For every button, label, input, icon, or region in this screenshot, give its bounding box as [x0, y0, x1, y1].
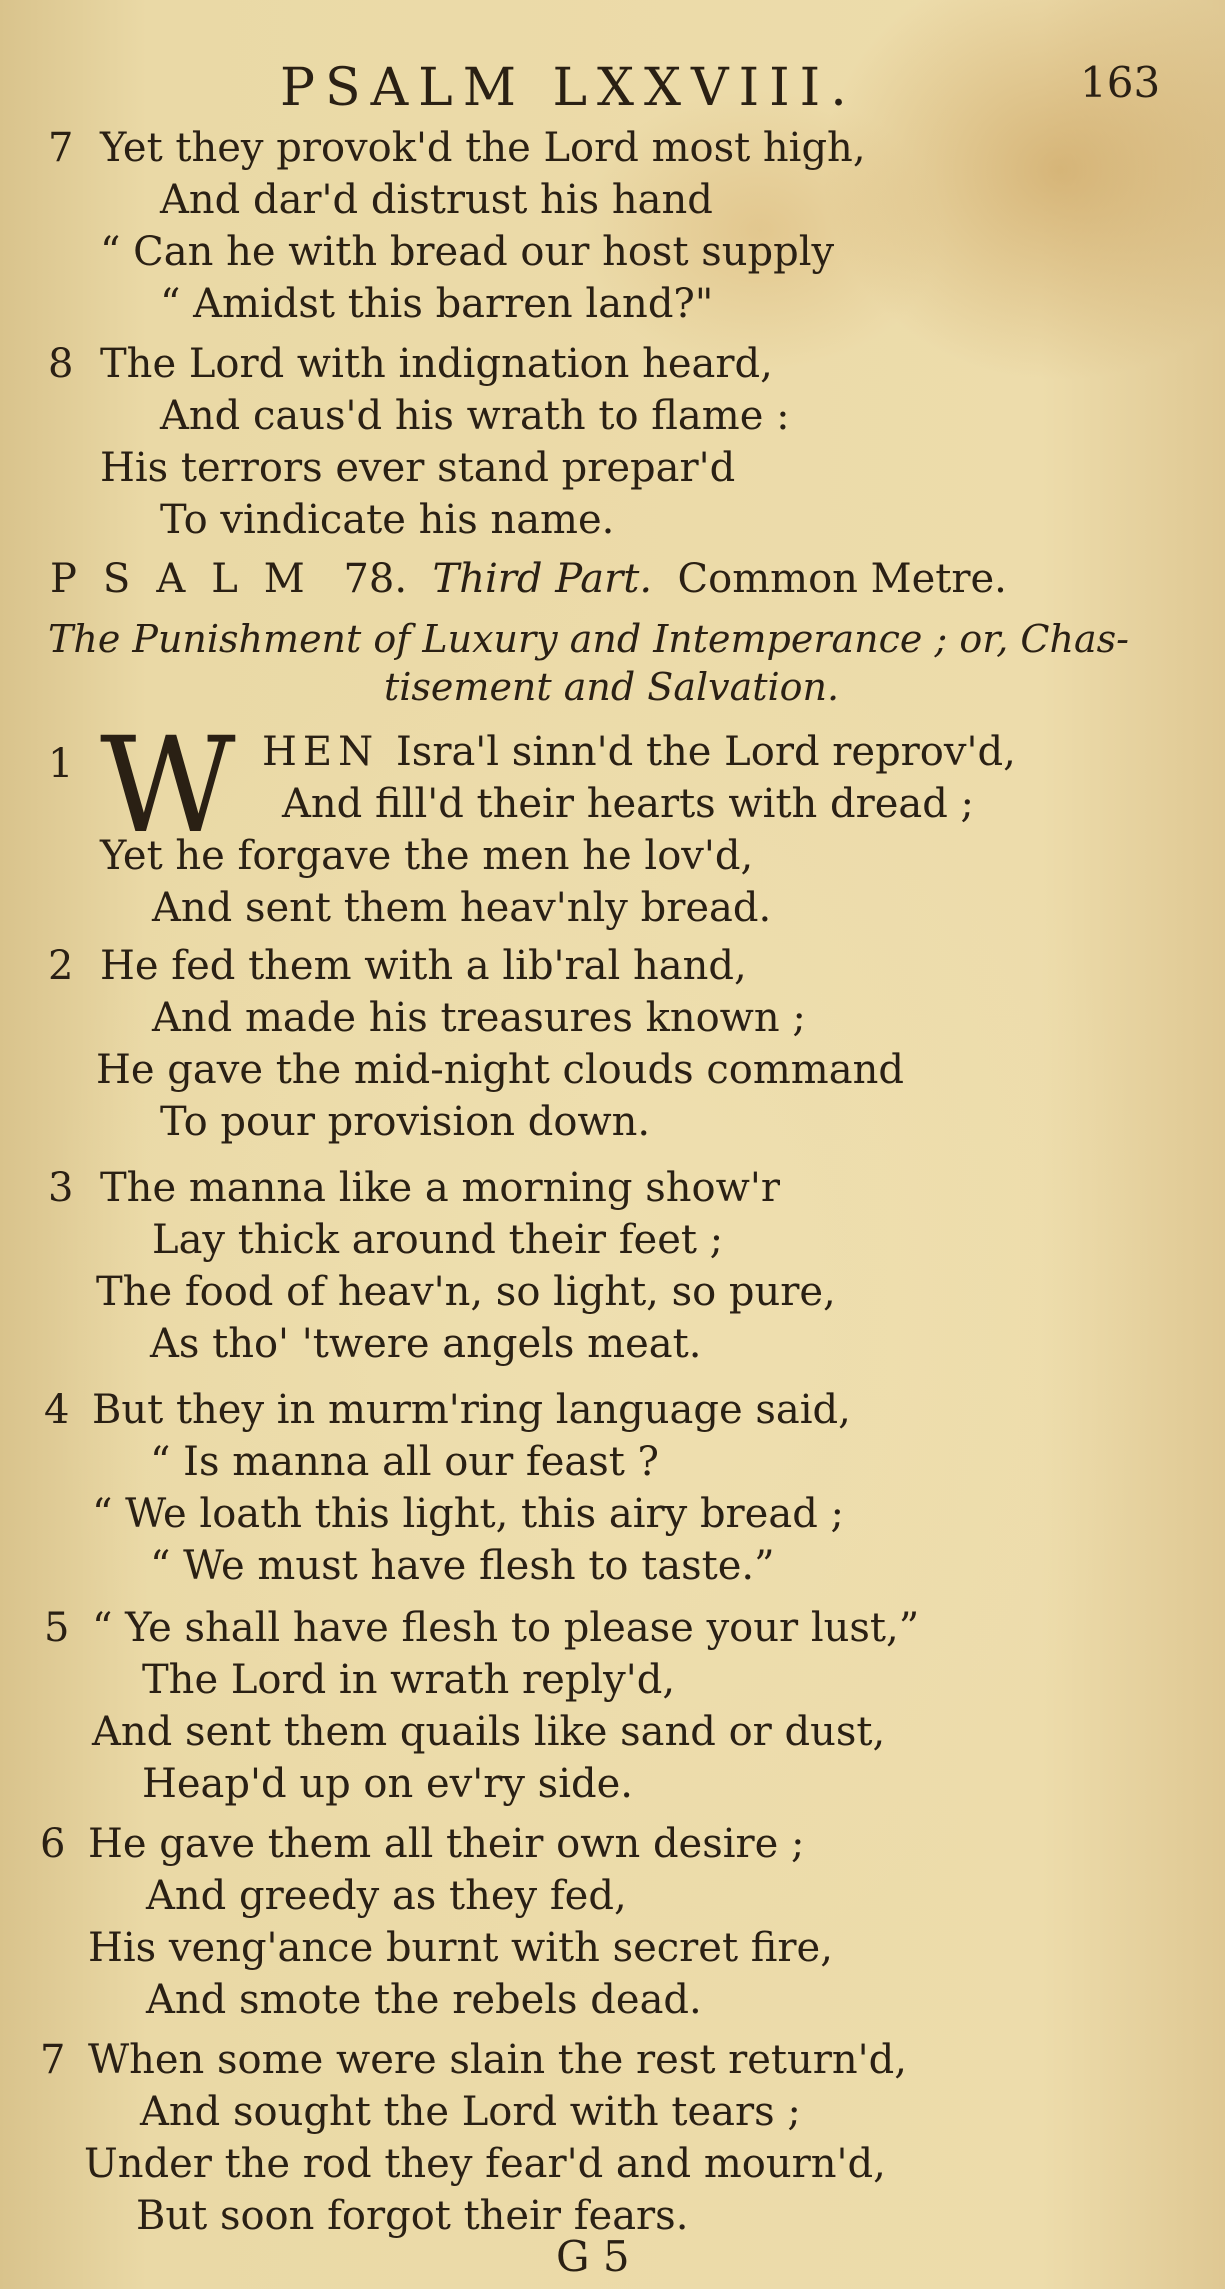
psalm-label: PSALM [50, 556, 331, 602]
page-number: 163 [1080, 58, 1161, 107]
verse-line: Isra'l sinn'd the Lord reprov'd, [396, 729, 1016, 775]
verse-line: Heap'd up on ev'ry side. [142, 1761, 633, 1807]
part-label: Third Part. [432, 556, 653, 602]
verse-line: To pour provision down. [160, 1099, 651, 1145]
verse-line: And sought the Lord with tears ; [140, 2089, 801, 2135]
verse-line: And greedy as they fed, [146, 1873, 627, 1919]
verse-line: The manna like a morning show'r [100, 1165, 780, 1211]
verse-line: “ Can he with bread our host supply [100, 229, 835, 275]
stanza-number: 1 [48, 741, 74, 787]
verse-line: “ We must have flesh to taste.” [150, 1543, 775, 1589]
verse-line: The Lord with indignation heard, [100, 341, 773, 387]
section-subtitle: The Punishment of Luxury and Intemperance ; or, Chas- [48, 617, 1129, 661]
verse-line: And sent them heav'nly bread. [152, 885, 772, 931]
verse-line: Yet they provok'd the Lord most high, [100, 125, 866, 171]
verse-line: And fill'd their hearts with dread ; [282, 781, 975, 827]
verse-line: But soon forgot their fears. [136, 2193, 689, 2239]
stanza-number: 8 [48, 341, 74, 387]
verse-line: His terrors ever stand prepar'd [100, 445, 736, 491]
verse-line: And sent them quails like sand or dust, [92, 1709, 886, 1755]
verse-line: Under the rod they fear'd and mourn'd, [84, 2141, 886, 2187]
verse-line: The Lord in wrath reply'd, [142, 1657, 676, 1703]
drop-cap: W [100, 709, 236, 863]
metre-label: Common Metre. [677, 556, 1007, 602]
verse-line: To vindicate his name. [160, 497, 615, 543]
signature-mark: G 5 [556, 2232, 630, 2281]
section-subtitle: tisement and Salvation. [384, 665, 840, 709]
verse-line: And smote the rebels dead. [146, 1977, 702, 2023]
verse-line: “ We loath this light, this airy bread ; [92, 1491, 844, 1537]
stanza-number: 3 [48, 1165, 74, 1211]
verse-line: And made his treasures known ; [152, 995, 806, 1041]
verse-line: But they in murm'ring language said, [92, 1387, 851, 1433]
verse-line: And caus'd his wrath to flame : [160, 393, 790, 439]
verse-line: “ Ye shall have flesh to please your lust,” [92, 1605, 920, 1651]
verse-line-start: HEN [262, 729, 380, 775]
verse-line: His veng'ance burnt with secret fire, [88, 1925, 833, 1971]
verse-line: He gave the mid-night clouds command [96, 1047, 904, 1093]
verse-line: When some were slain the rest return'd, [88, 2037, 907, 2083]
verse-line: “ Amidst this barren land?" [160, 281, 714, 327]
stanza-number: 2 [48, 943, 74, 989]
verse-line: Lay thick around their feet ; [152, 1217, 724, 1263]
verse-line: He gave them all their own desire ; [88, 1821, 805, 1867]
stanza-number: 5 [44, 1605, 70, 1651]
stanza-number: 7 [48, 125, 74, 171]
stanza-number: 7 [40, 2037, 66, 2083]
psalm-number: 78. [343, 556, 408, 602]
running-head: PSALM LXXVIII. [280, 58, 857, 118]
verse-line: He fed them with a lib'ral hand, [100, 943, 747, 989]
verse-line: Yet he forgave the men he lov'd, [100, 833, 754, 879]
section-heading [50, 556, 1007, 602]
verse-line: And dar'd distrust his hand [160, 177, 713, 223]
verse-line: As tho' 'twere angels meat. [150, 1321, 702, 1367]
verse-line: The food of heav'n, so light, so pure, [96, 1269, 836, 1315]
stanza-number: 4 [44, 1387, 70, 1433]
verse-line: “ Is manna all our feast ? [150, 1439, 659, 1485]
stanza-number: 6 [40, 1821, 66, 1867]
